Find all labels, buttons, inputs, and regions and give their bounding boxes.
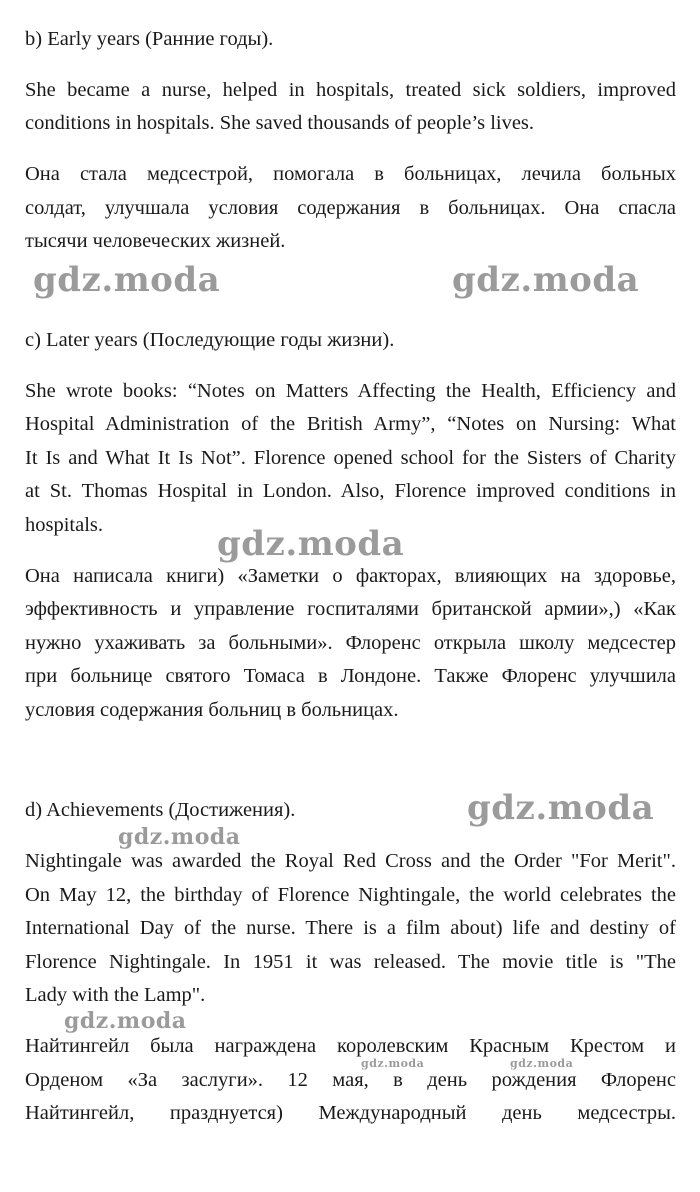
- watermark: gdz.moda: [64, 1008, 187, 1034]
- watermark: gdz.moda: [217, 524, 405, 564]
- section-d-heading: d) Achievements (Достижения).: [25, 799, 296, 821]
- section-b-ru-line-2: солдат, улучшала условия содержания в больницах. Она спасла: [25, 197, 676, 219]
- watermark: gdz.moda: [33, 260, 221, 300]
- section-c-ru-line-1: Она написала книги) «Заметки о факторах, влияющих на здоровье,: [25, 565, 676, 587]
- section-d-ru-line-1: Найтингейл была награждена королевским Красным Крестом и: [25, 1035, 676, 1057]
- section-d-en-line-5: Lady with the Lamp".: [25, 984, 206, 1006]
- section-c-ru-line-5: условия содержания больниц в больницах.: [25, 699, 399, 721]
- section-b-ru-line-3: тысячи человеческих жизней.: [25, 230, 286, 252]
- section-b-heading: b) Early years (Ранние годы).: [25, 28, 274, 50]
- section-c-ru-line-2: эффективность и управление госпиталями британской армии»,) «Как: [25, 598, 676, 620]
- section-d-ru-line-3: Найтингейл, празднуется) Международный день медсестры.: [25, 1102, 676, 1124]
- watermark: gdz.moda: [510, 1057, 574, 1070]
- section-c-en-line-2: Hospital Administration of the British Army”, “Notes on Nursing: What: [25, 413, 676, 435]
- section-d-ru-line-2: Орденом «За заслуги». 12 мая, в день рождения Флоренс: [25, 1069, 676, 1091]
- section-c-ru-line-4: при больнице святого Томаса в Лондоне. Также Флоренс улучшила: [25, 665, 676, 687]
- section-c-en-line-5: hospitals.: [25, 514, 104, 536]
- section-b-en-line-2: conditions in hospitals. She saved thousands of people’s lives.: [25, 112, 535, 134]
- section-c-en-line-3: It Is and What It Is Not”. Florence opened school for the Sisters of Charity: [25, 447, 676, 469]
- watermark: gdz.moda: [118, 824, 241, 850]
- section-b-en-line-1: She became a nurse, helped in hospitals, treated sick soldiers, improved: [25, 79, 676, 101]
- watermark: gdz.moda: [361, 1057, 425, 1070]
- section-b-ru-line-1: Она стала медсестрой, помогала в больницах, лечила больных: [25, 163, 676, 185]
- section-c-ru-line-3: нужно ухаживать за больными». Флоренс открыла школу медсестер: [25, 632, 676, 654]
- section-d-en-line-1: Nightingale was awarded the Royal Red Cross and the Order "For Merit".: [25, 850, 676, 872]
- section-c-en-line-1: She wrote books: “Notes on Matters Affecting the Health, Efficiency and: [25, 380, 676, 402]
- section-c-en-line-4: at St. Thomas Hospital in London. Also, Florence improved conditions in: [25, 480, 676, 502]
- section-d-en-line-2: On May 12, the birthday of Florence Nightingale, the world celebrates the: [25, 884, 676, 906]
- watermark: gdz.moda: [452, 260, 640, 300]
- section-d-en-line-3: International Day of the nurse. There is a film about) life and destiny of: [25, 917, 676, 939]
- watermark: gdz.moda: [467, 788, 655, 828]
- section-c-heading: c) Later years (Последующие годы жизни).: [25, 329, 395, 351]
- section-d-en-line-4: Florence Nightingale. In 1951 it was released. The movie title is "The: [25, 951, 676, 973]
